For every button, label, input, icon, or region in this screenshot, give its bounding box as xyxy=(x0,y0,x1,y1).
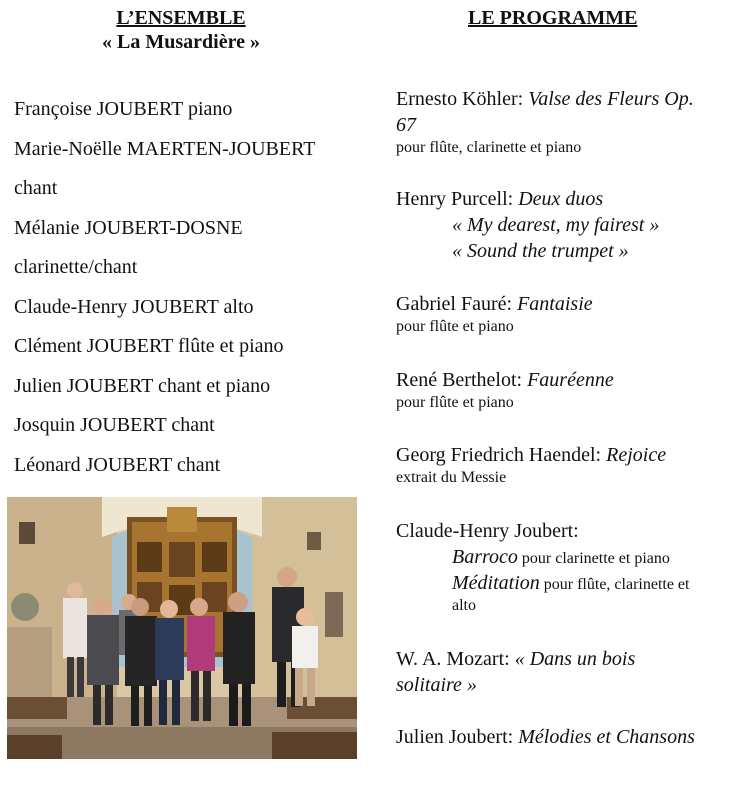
composer: Georg Friedrich Haendel: xyxy=(396,444,607,466)
composer: Ernesto Köhler: xyxy=(396,88,529,110)
instrumentation: extrait du Messie xyxy=(396,469,507,486)
programme-item xyxy=(396,86,736,158)
instrumentation: pour flûte et piano xyxy=(396,394,514,411)
member-line: Léonard JOUBERT chant xyxy=(14,453,221,476)
ensemble-photo xyxy=(7,497,357,759)
instrumentation: pour flûte et piano xyxy=(396,318,514,335)
work-title: Fauréenne xyxy=(527,369,614,391)
member-line: Claude-Henry JOUBERT alto xyxy=(14,295,254,318)
member-list xyxy=(14,90,359,485)
programme-item xyxy=(396,724,736,750)
ensemble-header xyxy=(0,6,362,54)
composer: Claude-Henry Joubert: xyxy=(396,520,579,542)
programme-header xyxy=(396,6,726,30)
member-line: chant xyxy=(14,177,58,199)
composer: W. A. Mozart: xyxy=(396,648,515,670)
member-line: Josquin JOUBERT chant xyxy=(14,414,215,436)
programme-item xyxy=(396,186,736,264)
member-line: Françoise JOUBERT piano xyxy=(14,98,233,120)
instrumentation: pour flûte, clarinette et piano xyxy=(396,139,582,156)
programme-heading: LE PROGRAMME xyxy=(468,7,638,29)
work-title: Fantaisie xyxy=(517,293,593,315)
composer: René Berthelot: xyxy=(396,369,528,391)
programme-item xyxy=(396,646,736,698)
programme-item xyxy=(396,442,736,488)
composer: Henry Purcell: xyxy=(396,188,519,210)
member-line: Marie-Noëlle MAERTEN-JOUBERT xyxy=(14,137,316,160)
work-title: Méditation xyxy=(452,572,540,594)
member-line: Julien JOUBERT chant et piano xyxy=(14,374,271,397)
work-title-cont: 67 xyxy=(396,114,416,136)
member-line: clarinette/chant xyxy=(14,256,138,278)
work-title-cont: solitaire » xyxy=(396,674,477,696)
instrumentation: pour flûte, clarinette et xyxy=(539,576,690,593)
work-title: Valse des Fleurs Op. xyxy=(528,88,694,110)
programme-item xyxy=(396,291,736,337)
ensemble-heading: L’ENSEMBLE xyxy=(116,7,246,29)
member-line: Clément JOUBERT flûte et piano xyxy=(14,335,284,357)
work-subtitle: « Sound the trumpet » xyxy=(452,240,629,262)
work-title: Deux duos xyxy=(518,188,604,210)
instrumentation-cont: alto xyxy=(452,597,476,614)
instrumentation: pour clarinette et piano xyxy=(517,550,670,567)
programme-item xyxy=(396,367,736,413)
work-title: Mélodies et Chansons xyxy=(518,726,695,748)
work-title: « Dans un bois xyxy=(514,648,636,670)
programme-item xyxy=(396,518,736,616)
composer: Julien Joubert: xyxy=(396,726,519,748)
work-title: Rejoice xyxy=(606,444,667,466)
composer: Gabriel Fauré: xyxy=(396,293,518,315)
work-title: Barroco xyxy=(452,546,518,568)
work-subtitle: « My dearest, my fairest » xyxy=(452,214,660,236)
ensemble-name: « La Musardière » xyxy=(102,31,260,53)
member-line: Mélanie JOUBERT-DOSNE xyxy=(14,216,243,239)
